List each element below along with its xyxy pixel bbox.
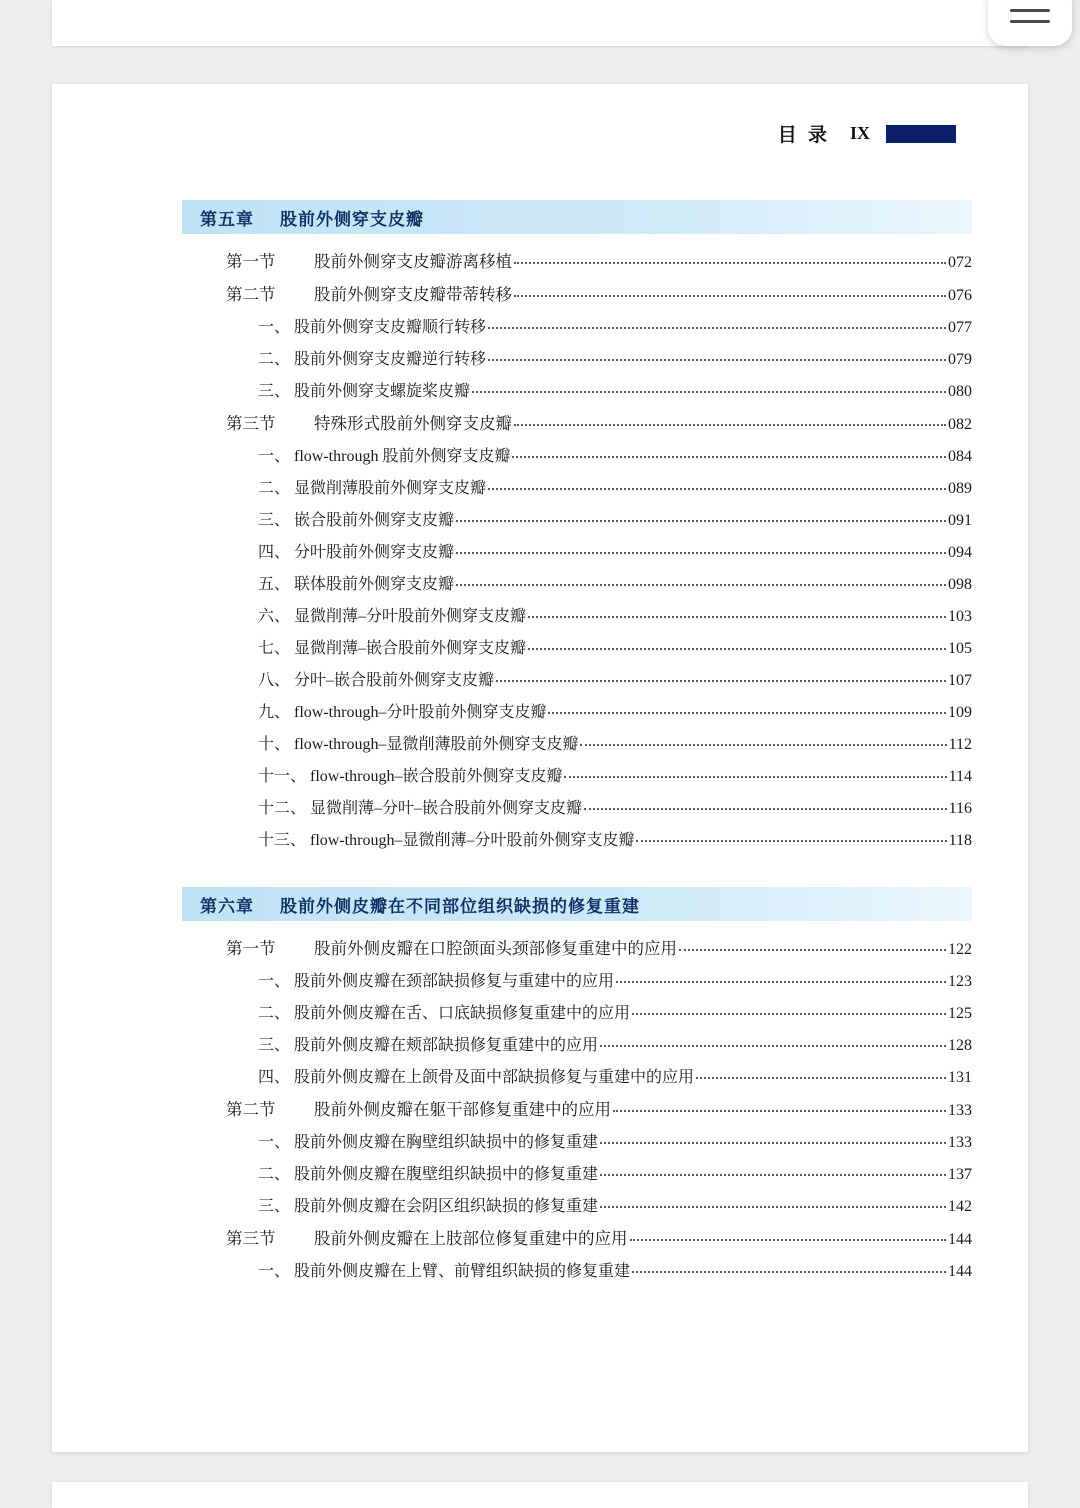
toc-leader-dots: [488, 487, 946, 490]
toc-entry[interactable]: [182, 699, 972, 722]
toc-entry-page: 142: [948, 1198, 972, 1215]
toc-entry-number: 二、: [258, 1166, 291, 1183]
toc-entry-title: 股前外侧穿支皮瓣逆行转移: [294, 351, 487, 368]
toc-entry-page: 089: [948, 480, 972, 497]
toc-entry-page: 128: [948, 1037, 972, 1054]
page-sheet: [52, 84, 1028, 1452]
toc-entry-number: 第二节: [226, 1100, 276, 1119]
chapter-title: 股前外侧皮瓣在不同部位组织缺损的修复重建: [280, 896, 640, 916]
toc-entry-number: 十、: [258, 736, 291, 753]
toc-entry-page: 105: [948, 640, 972, 657]
toc-entry-title: flow-through–显微削薄–分叶股前外侧穿支皮瓣: [310, 832, 635, 849]
toc-leader-dots: [584, 807, 947, 810]
toc-entry-page: 082: [948, 416, 972, 433]
toc-entry-number: 第一节: [226, 939, 276, 958]
toc-leader-dots: [636, 839, 946, 842]
toc-entry-page: 072: [948, 254, 972, 271]
toc-entry-title: 股前外侧穿支皮瓣游离移植: [314, 252, 512, 271]
toc-entry[interactable]: [182, 968, 972, 991]
toc-entry-page: 131: [948, 1069, 972, 1086]
toc-entry-number: 第三节: [226, 1229, 276, 1248]
toc-entry-page: 144: [948, 1263, 972, 1280]
toc-entry-title: 显微削薄–分叶–嵌合股前外侧穿支皮瓣: [310, 800, 583, 817]
toc-entry-label: [226, 1096, 611, 1120]
toc-entry-label: [226, 1225, 628, 1249]
chapter-heading: [182, 887, 972, 921]
toc-entry-title: 股前外侧皮瓣在上颌骨及面中部缺损修复与重建中的应用: [294, 1069, 695, 1086]
toc-entry-label: [258, 346, 486, 369]
toc-leader-dots: [528, 615, 946, 618]
toc-entry-number: 十一、: [258, 768, 307, 785]
toc-entry[interactable]: [182, 763, 972, 786]
toc-entry-label: [258, 1064, 694, 1087]
toc-leader-dots: [564, 775, 946, 778]
toc-entry-label: [258, 314, 486, 337]
toc-entry-title: 股前外侧皮瓣在口腔颌面头颈部修复重建中的应用: [314, 939, 677, 958]
toc-entry-label: [258, 635, 526, 658]
toc-entry[interactable]: [182, 443, 972, 466]
toc-entry-label: [258, 1032, 598, 1055]
toc-entry[interactable]: [182, 635, 972, 658]
toc-entry-number: 十二、: [258, 800, 307, 817]
toc-entry-page: 125: [948, 1005, 972, 1022]
toc-leader-dots: [456, 583, 946, 586]
toc-entry-title: 嵌合股前外侧穿支皮瓣: [294, 512, 455, 529]
toc-entry-number: 二、: [258, 480, 291, 497]
toc-entry[interactable]: [182, 1193, 972, 1216]
toc-entry-number: 八、: [258, 672, 291, 689]
toc-entry-number: 第一节: [226, 252, 276, 271]
section-gap: [182, 859, 972, 881]
toc-entry-label: [258, 667, 494, 690]
toc-entry-label: [258, 539, 454, 562]
toc-entry[interactable]: [182, 539, 972, 562]
toc-entry-label: [258, 1161, 598, 1184]
toc-entry-label: [226, 410, 512, 434]
toc-leader-dots: [514, 294, 946, 297]
toc-entry-page: 118: [948, 832, 972, 849]
toc-entry[interactable]: [182, 731, 972, 754]
toc-entry-number: 三、: [258, 1037, 291, 1054]
toc-entry-title: 特殊形式股前外侧穿支皮瓣: [314, 414, 512, 433]
toc-entry-number: 第二节: [226, 285, 276, 304]
hamburger-icon-line: [1010, 9, 1050, 12]
toc-entry-page: 077: [948, 319, 972, 336]
toc-entry[interactable]: [182, 1064, 972, 1087]
toc-entry-title: 股前外侧穿支螺旋桨皮瓣: [294, 383, 471, 400]
toc-entry-page: 133: [948, 1134, 972, 1151]
next-page-edge: [52, 1482, 1028, 1508]
toc-entry-number: 二、: [258, 1005, 291, 1022]
toc-entry-title: 显微削薄股前外侧穿支皮瓣: [294, 480, 487, 497]
toc-entry-page: 112: [948, 736, 972, 753]
toc-entry-page: 109: [948, 704, 972, 721]
toc-entry[interactable]: [182, 827, 972, 850]
chapter-number: 第六章: [200, 896, 254, 916]
toc-entry-label: [258, 795, 582, 818]
toc-entry-label: [258, 571, 454, 594]
toc-entry-label: [226, 281, 512, 305]
toc-entry-page: 080: [948, 383, 972, 400]
toc-entry[interactable]: [182, 281, 972, 305]
toc-entry-number: 第三节: [226, 414, 276, 433]
toc-leader-dots: [514, 423, 946, 426]
toc-entry-title: 联体股前外侧穿支皮瓣: [294, 576, 455, 593]
toc-entry-number: 三、: [258, 383, 291, 400]
toc-entry-title: 显微削薄–嵌合股前外侧穿支皮瓣: [294, 640, 527, 657]
toc-entry-title: flow-through–分叶股前外侧穿支皮瓣: [294, 704, 547, 721]
toc-entry-page: 079: [948, 351, 972, 368]
toc-entry-page: 144: [948, 1231, 972, 1248]
toc-entry-label: [226, 248, 512, 272]
toc-entry-title: 股前外侧穿支皮瓣顺行转移: [294, 319, 487, 336]
toc-leader-dots: [514, 261, 946, 264]
toc-entry[interactable]: [182, 1096, 972, 1120]
toc-leader-dots: [488, 358, 946, 361]
toc-content: [182, 194, 972, 1290]
chapter-title: 股前外侧穿支皮瓣: [280, 209, 424, 229]
toc-entry-title: 股前外侧穿支皮瓣带蒂转移: [314, 285, 512, 304]
hamburger-icon-line: [1010, 20, 1050, 23]
toc-leader-dots: [528, 647, 946, 650]
toc-entry-page: 098: [948, 576, 972, 593]
chapter-number: 第五章: [200, 209, 254, 229]
toc-leader-dots: [696, 1076, 946, 1079]
toc-entry-page: 137: [948, 1166, 972, 1183]
toc-entry-number: 三、: [258, 512, 291, 529]
toc-leader-dots: [630, 1238, 947, 1241]
toc-leader-dots: [616, 980, 946, 983]
toc-entry[interactable]: [182, 667, 972, 690]
toc-leader-dots: [512, 455, 946, 458]
toc-entry-title: 分叶–嵌合股前外侧穿支皮瓣: [294, 672, 495, 689]
toc-entry-label: [258, 603, 526, 626]
toc-entry-label: [258, 763, 562, 786]
toc-entry-number: 十三、: [258, 832, 307, 849]
toc-leader-dots: [600, 1044, 946, 1047]
toc-entry-label: [258, 1129, 598, 1152]
toc-entry-title: 显微削薄–分叶股前外侧穿支皮瓣: [294, 608, 527, 625]
toc-entry-title: 股前外侧皮瓣在胸壁组织缺损中的修复重建: [294, 1134, 599, 1151]
toc-leader-dots: [456, 519, 946, 522]
toc-entry-label: [258, 827, 634, 850]
toc-leader-dots: [548, 711, 946, 714]
toc-entry-number: 一、: [258, 973, 291, 990]
toc-entry-number: 四、: [258, 544, 291, 561]
toc-entry-title: 分叶股前外侧穿支皮瓣: [294, 544, 455, 561]
toc-entry[interactable]: [182, 935, 972, 959]
toc-entry-number: 六、: [258, 608, 291, 625]
toc-leader-dots: [472, 390, 946, 393]
toc-leader-dots: [632, 1270, 946, 1273]
toc-entry-title: 股前外侧皮瓣在颈部缺损修复与重建中的应用: [294, 973, 615, 990]
menu-button[interactable]: [988, 0, 1072, 46]
toc-leader-dots: [600, 1205, 946, 1208]
header-page-number: IX: [849, 123, 870, 143]
toc-entry-title: 股前外侧皮瓣在腹壁组织缺损中的修复重建: [294, 1166, 599, 1183]
toc-entry-number: 七、: [258, 640, 291, 657]
toc-entry-number: 一、: [258, 1134, 291, 1151]
toc-entry-label: [258, 1000, 630, 1023]
toc-entry-title: 股前外侧皮瓣在颊部缺损修复重建中的应用: [294, 1037, 599, 1054]
toc-entry-label: [258, 1193, 598, 1216]
toc-entry-page: 116: [948, 800, 972, 817]
toc-entry-page: 122: [948, 941, 972, 958]
toc-entry-page: 107: [948, 672, 972, 689]
toc-entry-label: [258, 443, 510, 466]
header-label: 目 录: [777, 125, 830, 146]
toc-entry-page: 076: [948, 287, 972, 304]
page-header: [778, 120, 956, 147]
toc-leader-dots: [488, 326, 946, 329]
toc-entry-title: 股前外侧皮瓣在上肢部位修复重建中的应用: [314, 1229, 628, 1248]
header-accent-block: [886, 125, 956, 143]
toc-leader-dots: [632, 1012, 946, 1015]
toc-entry-label: [258, 507, 454, 530]
toc-entry-number: 一、: [258, 319, 291, 336]
toc-entry[interactable]: [182, 410, 972, 434]
toc-entry[interactable]: [182, 603, 972, 626]
toc-entry-page: 094: [948, 544, 972, 561]
toc-entry[interactable]: [182, 1032, 972, 1055]
toc-entry-number: 四、: [258, 1069, 291, 1086]
chapter-heading: [182, 200, 972, 234]
toc-leader-dots: [613, 1109, 946, 1112]
toc-entry-page: 123: [948, 973, 972, 990]
toc-entry-page: 084: [948, 448, 972, 465]
toc-entry[interactable]: [182, 1129, 972, 1152]
toc-entry-number: 九、: [258, 704, 291, 721]
toc-leader-dots: [600, 1141, 946, 1144]
toc-entry-title: 股前外侧皮瓣在舌、口底缺损修复重建中的应用: [294, 1005, 631, 1022]
toc-entry-page: 091: [948, 512, 972, 529]
toc-entry[interactable]: [182, 795, 972, 818]
toc-entry-title: 股前外侧皮瓣在躯干部修复重建中的应用: [314, 1100, 611, 1119]
toc-entry[interactable]: [182, 1161, 972, 1184]
toc-entry[interactable]: [182, 1225, 972, 1249]
toc-entry-number: 三、: [258, 1198, 291, 1215]
toc-entry-label: [226, 935, 677, 959]
toc-entry[interactable]: [182, 507, 972, 530]
toc-entry-title: flow-through–显微削薄股前外侧穿支皮瓣: [294, 736, 579, 753]
previous-page-edge: [52, 0, 1028, 46]
toc-entry-title: 股前外侧皮瓣在会阴区组织缺损的修复重建: [294, 1198, 599, 1215]
toc-entry-label: [258, 1258, 630, 1281]
toc-entry-label: [258, 731, 578, 754]
toc-leader-dots: [456, 551, 946, 554]
toc-leader-dots: [496, 679, 946, 682]
toc-entry[interactable]: [182, 314, 972, 337]
toc-entry[interactable]: [182, 248, 972, 272]
toc-entry-label: [258, 699, 546, 722]
toc-entry[interactable]: [182, 378, 972, 401]
toc-entry-title: flow-through–嵌合股前外侧穿支皮瓣: [310, 768, 563, 785]
toc-entry[interactable]: [182, 1000, 972, 1023]
toc-entry[interactable]: [182, 1258, 972, 1281]
toc-entry-title: 股前外侧皮瓣在上臂、前臂组织缺损的修复重建: [294, 1263, 631, 1280]
toc-entry-label: [258, 968, 614, 991]
toc-entry-label: [258, 475, 486, 498]
toc-entry-number: 一、: [258, 448, 291, 465]
toc-entry-page: 133: [948, 1102, 972, 1119]
toc-entry-title: flow-through 股前外侧穿支皮瓣: [294, 448, 511, 465]
toc-entry-number: 二、: [258, 351, 291, 368]
toc-leader-dots: [600, 1173, 946, 1176]
toc-entry-page: 114: [948, 768, 972, 785]
toc-entry-number: 五、: [258, 576, 291, 593]
toc-entry[interactable]: [182, 475, 972, 498]
toc-entry[interactable]: [182, 571, 972, 594]
toc-leader-dots: [679, 948, 946, 951]
toc-entry-number: 一、: [258, 1263, 291, 1280]
toc-entry[interactable]: [182, 346, 972, 369]
toc-entry-label: [258, 378, 470, 401]
toc-entry-page: 103: [948, 608, 972, 625]
toc-leader-dots: [580, 743, 946, 746]
